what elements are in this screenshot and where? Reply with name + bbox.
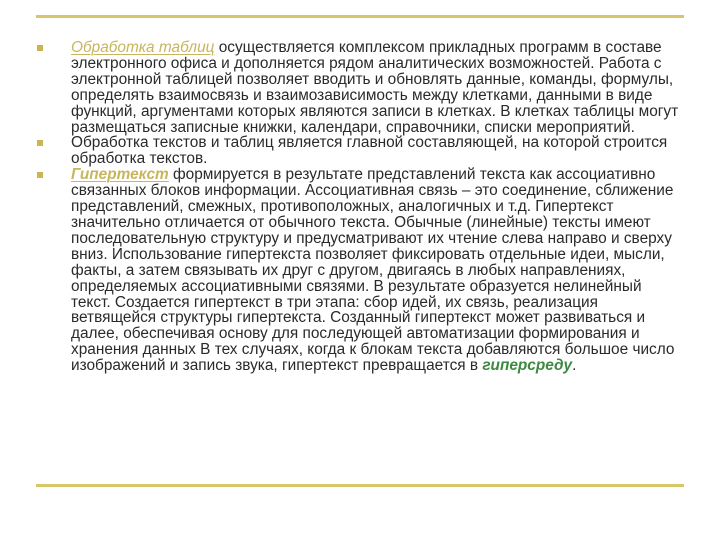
item-text: осуществляется комплексом прикладных программ в составе электронного офиса и дополняется рядом аналитических возможностей. Работа с электронной таблицей позволяет вводить и обновлять данные, команды, формулы, определять взаимосвязь и взаимозависимость между клетками, данными в виде функций, аргументами которых являются записи в клетках. В клетках таблицы могут размещаться записные книжки, календари, справочники, списки мероприятий. — [71, 39, 679, 136]
item-text: формируется в результате представлений текста как ассоциативно связанных блоков информации. Ассоциативная связь – это соединение, сближение представлений, смежных, противоположных, аналогичных и т.д. Гипертекст значительно отличается от обычного текста. Обычные (линейные) тексты имеют последовательную структуру и предусматривают их чтение слева направо и сверху вниз. Использование гипертекста позволяет фиксировать отдельные идеи, мысли, факты, а затем связывать их друг с другом, двигаясь в любых направлениях, определяемых ассоциативными связями. В результате образуется нелинейный текст. Создается гипертекст в три этапа: сбор идей, их связь, реализация ветвящейся структуры гипертекста. Созданный гипертекст может развиваться и далее, обеспечивая основу для последующей автоматизации формирования и хранения данных В тех случаях, когда к блокам текста добавляются большое число изображений и запись звука, гипертекст превращается в — [71, 166, 675, 375]
lead-term: Гипертекст — [71, 166, 169, 184]
square-bullet-icon — [37, 172, 43, 178]
item-tail: . — [572, 357, 577, 375]
list-item — [36, 135, 684, 167]
highlighted-term: гиперсреду — [482, 357, 573, 375]
square-bullet-icon — [37, 45, 43, 51]
list-item — [36, 40, 684, 135]
list-item — [36, 167, 684, 374]
top-divider — [36, 15, 684, 18]
square-bullet-icon — [37, 140, 43, 146]
bottom-divider — [36, 484, 684, 487]
slide-body — [36, 40, 684, 374]
item-text: Обработка текстов и таблиц является главной составляющей, на которой строится обработка текстов. — [71, 134, 668, 168]
lead-term: Обработка таблиц — [71, 39, 215, 56]
